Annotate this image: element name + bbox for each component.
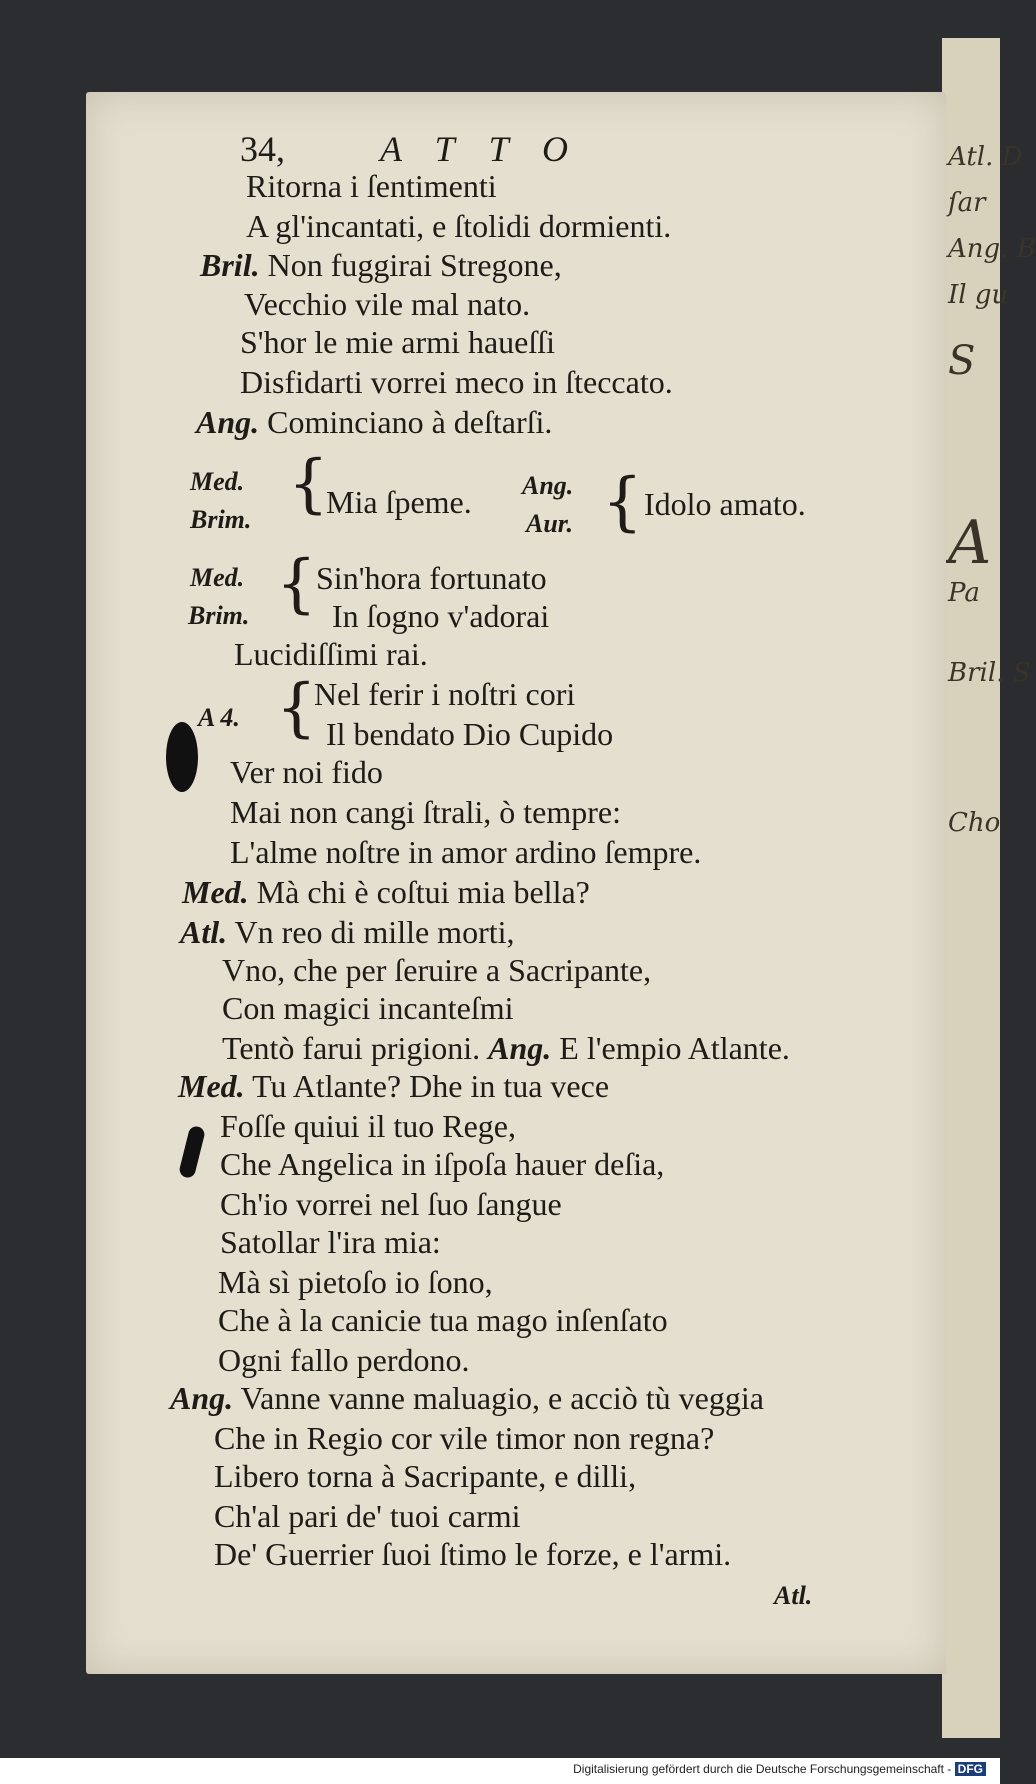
- verse-line: Il bendato Dio Cupido: [326, 716, 614, 752]
- facing-page-edge: [942, 38, 1036, 1738]
- facing-text: Atl. D: [948, 142, 1023, 172]
- running-header: 34, ATTO: [240, 129, 603, 169]
- speaker-label: Ang.: [170, 1380, 234, 1416]
- speaker-label: Ang.: [196, 404, 260, 440]
- verse-line: Ver noi fido: [230, 754, 383, 790]
- speaker-label: Ang.: [488, 1030, 552, 1066]
- brace-icon: {: [602, 465, 643, 539]
- speaker-label: Bril.: [200, 247, 260, 283]
- facing-text: S: [948, 338, 976, 384]
- verse-line: S'hor le mie armi haueſſi: [240, 324, 556, 360]
- ink-blot: [166, 722, 198, 792]
- dfg-logo: DFG: [955, 1762, 986, 1776]
- facing-text: Bril. S: [948, 658, 1031, 688]
- brace-icon: {: [276, 547, 317, 621]
- verse-line: Ritorna i ſentimenti: [246, 168, 497, 204]
- facing-text: Ang. B: [948, 234, 1036, 264]
- verse-line: Mia ſpeme.: [326, 484, 472, 520]
- facing-text: Cho: [948, 808, 1001, 838]
- brace-icon: {: [276, 671, 317, 745]
- verse-line: Foſſe quiui il tuo Rege,: [220, 1108, 516, 1144]
- verse-line: Atl. Vn reo di mille morti,: [180, 914, 515, 950]
- verse-line: Vecchio vile mal nato.: [244, 286, 531, 322]
- verse-line: Tentò farui prigioni. Ang. E l'empio Atlante.: [222, 1030, 790, 1066]
- speaker-label: Atl.: [180, 914, 228, 950]
- speaker-label: Ang.: [522, 471, 574, 500]
- speaker-label: Aur.: [526, 509, 573, 538]
- verse-line: Bril. Non fuggirai Stregone,: [200, 247, 562, 283]
- verse-line: Nel ferir i noſtri cori: [314, 676, 576, 712]
- verse-line: Ang. Vanne vanne maluagio, e acciò tù veggia: [170, 1380, 764, 1416]
- verse-line: A gl'incantati, e ſtolidi dormienti.: [246, 208, 672, 244]
- verse-line: Ogni fallo perdono.: [218, 1342, 470, 1378]
- verse-line: Mà sì pietoſo io ſono,: [218, 1264, 493, 1300]
- verse-line: Sin'hora fortunato: [316, 560, 547, 596]
- verse-line: Con magici incanteſmi: [222, 990, 514, 1026]
- verse-line: Med. Mà chi è coſtui mia bella?: [182, 874, 590, 910]
- verse-line: In ſogno v'adorai: [332, 598, 550, 634]
- page-number: 34: [240, 129, 276, 169]
- verse-line: Mai non cangi ſtrali, ò tempre:: [230, 794, 621, 830]
- verse-line: Che à la canicie tua mago inſenſato: [218, 1302, 668, 1338]
- speaker-label: Brim.: [188, 601, 250, 630]
- verse-line: Ch'io vorrei nel ſuo ſangue: [220, 1186, 562, 1222]
- speaker-label: Med.: [182, 874, 249, 910]
- verse-line: Med. Tu Atlante? Dhe in tua vece: [178, 1068, 610, 1104]
- facing-text: Il gu: [948, 280, 1009, 310]
- verse-line: Che Angelica in iſpoſa hauer deſia,: [220, 1146, 665, 1182]
- verse-line: Ch'al pari de' tuoi carmi: [214, 1498, 521, 1534]
- speaker-label: Brim.: [190, 505, 252, 534]
- facing-text: A: [948, 508, 992, 578]
- verse-line: De' Guerrier ſuoi ſtimo le forze, e l'armi.: [214, 1536, 732, 1572]
- speaker-label: Med.: [178, 1068, 245, 1104]
- verse-line: Che in Regio cor vile timor non regna?: [214, 1420, 715, 1456]
- verse-line: Ang. Cominciano à deſtarſi.: [196, 404, 553, 440]
- verse-line: Vno, che per ſeruire a Sacripante,: [222, 952, 652, 988]
- verse-line: Disfidarti vorrei meco in ſteccato.: [240, 364, 673, 400]
- brace-icon: {: [288, 447, 329, 521]
- verse-line: Satollar l'ira mia:: [220, 1224, 441, 1260]
- verse-line: Lucidiſſimi rai.: [234, 636, 428, 672]
- speaker-label: Med.: [190, 563, 245, 592]
- speaker-label: A 4.: [198, 703, 240, 732]
- catchword: Atl.: [774, 1581, 813, 1610]
- facing-text: Pa: [948, 578, 980, 608]
- footer-credit: Digitalisierung gefördert durch die Deutsche Forschungsgemeinschaft - DFG: [573, 1762, 986, 1776]
- verse-line: Libero torna à Sacripante, e dilli,: [214, 1458, 637, 1494]
- verse-line: L'alme noſtre in amor ardino ſempre.: [230, 834, 702, 870]
- speaker-label: Med.: [190, 467, 245, 496]
- running-head-title: ATTO: [380, 129, 603, 169]
- verse-line: Idolo amato.: [644, 486, 806, 522]
- facing-text: ſar: [948, 188, 986, 218]
- footer-bar: [0, 1758, 1000, 1784]
